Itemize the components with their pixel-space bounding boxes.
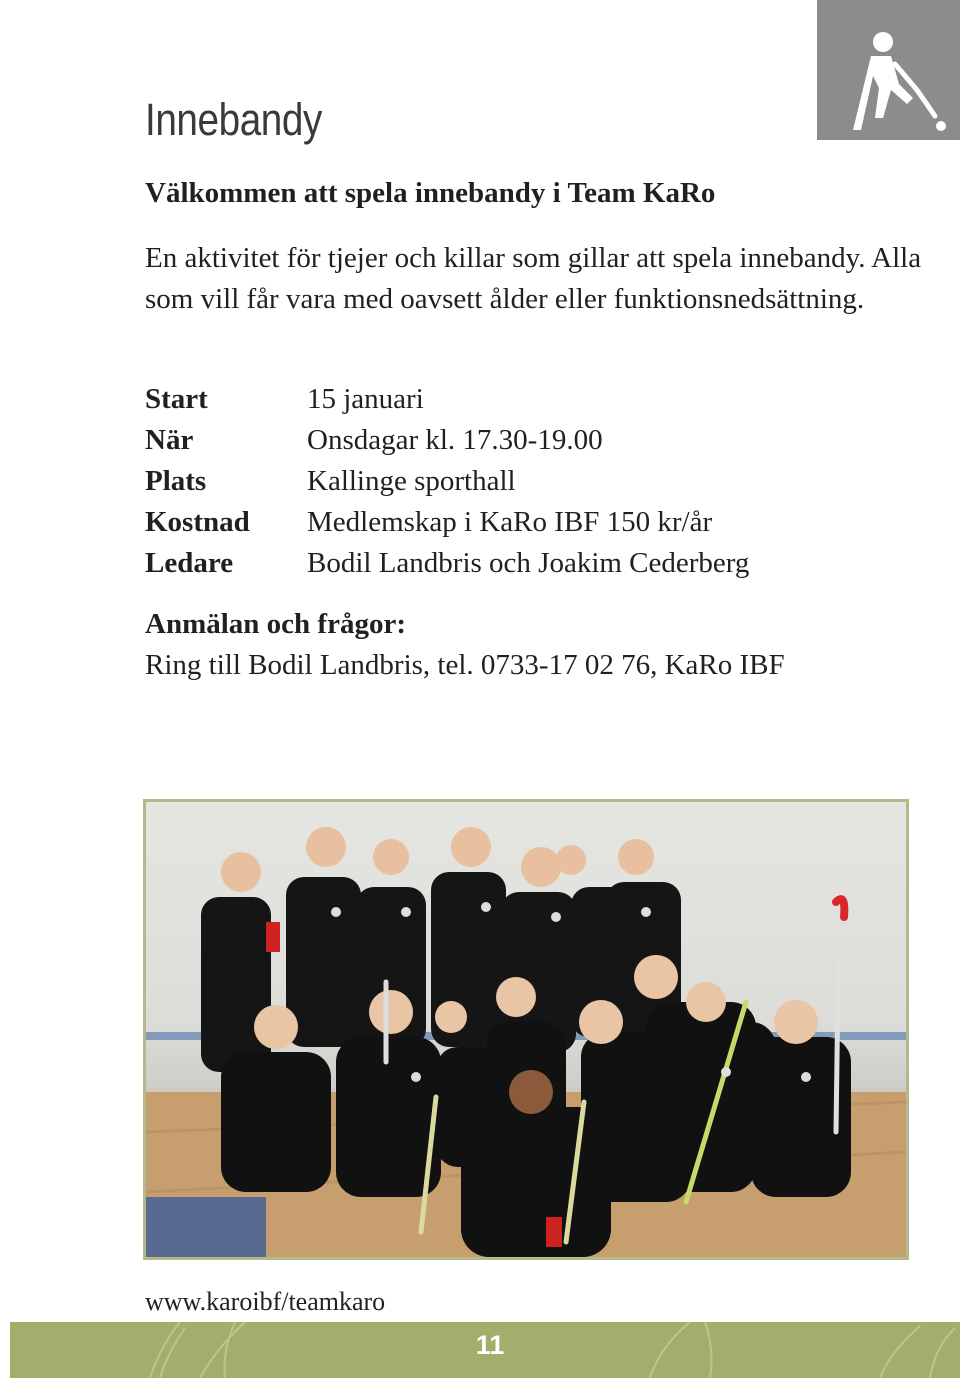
team-photo-illustration: [146, 802, 906, 1257]
info-value: Onsdagar kl. 17.30-19.00: [307, 424, 603, 456]
page-footer: [10, 1322, 960, 1378]
floorball-player-icon: [817, 0, 960, 140]
info-label: Start: [145, 383, 208, 415]
info-label: Plats: [145, 465, 207, 497]
photo-frame: [143, 799, 909, 1260]
sport-icon-box: [817, 0, 960, 140]
info-value: Bodil Landbris och Joakim Cederberg: [307, 547, 750, 579]
info-row-cost: [145, 502, 749, 543]
website-url: www.karoibf/teamkaro: [145, 1287, 386, 1316]
contact-text: Ring till Bodil Landbris, tel. 0733-17 02 76, KaRo IBF: [145, 649, 785, 681]
page-title: Innebandy: [145, 94, 322, 145]
info-label: Kostnad: [145, 506, 250, 538]
contact-heading: Anmälan och frågor:: [145, 608, 406, 640]
info-row-leaders: [145, 543, 749, 584]
info-label: Ledare: [145, 547, 234, 579]
info-value: Kallinge sporthall: [307, 465, 516, 497]
section-subtitle: Välkommen att spela innebandy i Team KaRo: [145, 177, 716, 209]
info-label: När: [145, 424, 194, 456]
info-row-place: [145, 461, 749, 502]
page-number: 11: [475, 1330, 505, 1360]
info-row-start: [145, 379, 749, 420]
info-value: Medlemskap i KaRo IBF 150 kr/år: [307, 506, 713, 538]
info-table: [145, 379, 749, 584]
info-row-when: [145, 420, 749, 461]
intro-paragraph: En aktivitet för tjejer och killar som gillar att spela innebandy. Alla som vill får vara med oavsett ålder eller funktionsnedsättning.: [145, 242, 922, 315]
team-photo: [146, 802, 906, 1257]
info-value: 15 januari: [307, 383, 424, 415]
